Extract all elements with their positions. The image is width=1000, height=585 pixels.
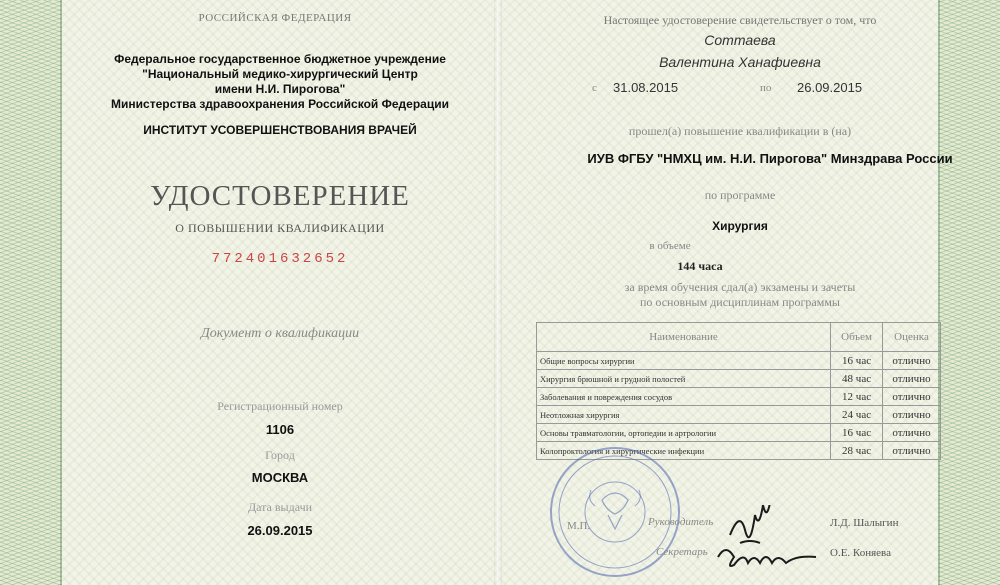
table-row (537, 352, 941, 370)
to-date: 26.09.2015 (797, 80, 863, 95)
course-grade: отлично (883, 352, 941, 370)
volume-value: 144 часа (677, 259, 723, 273)
course-name: Общие вопросы хирургии (537, 352, 831, 370)
course-hours: 24 час (831, 406, 883, 424)
course-hours: 16 час (831, 352, 883, 370)
institute-name: ИНСТИТУТ УСОВЕРШЕНСТВОВАНИЯ ВРАЧЕЙ (143, 123, 417, 137)
registration-number: 1106 (265, 422, 295, 437)
column-header-grade: Оценка (883, 323, 941, 352)
document-title: УДОСТОВЕРЕНИЕ (150, 180, 410, 212)
org-line: Федеральное государственное бюджетное учреждение (114, 52, 446, 66)
issue-date-label: Дата выдачи (247, 500, 313, 514)
document-type: Документ о квалификации (200, 326, 360, 341)
secretary-label: Секретарь (656, 546, 708, 558)
organization-name (70, 52, 490, 112)
volume-label: в объеме (649, 240, 691, 252)
holder-name: Валентина Ханафиевна (659, 54, 821, 70)
city-label: Город (265, 448, 295, 462)
official-seal-stamp (540, 440, 690, 580)
course-name: Хирургия брюшной и грудной полостей (537, 370, 831, 388)
certifies-text: Настоящее удостоверение свидетельствует о том, что (603, 13, 877, 27)
course-grade: отлично (883, 442, 941, 460)
left-guilloche-border (0, 0, 62, 585)
table-header-row (537, 323, 941, 352)
course-grade: отлично (883, 370, 941, 388)
from-date: 31.08.2015 (613, 80, 679, 95)
program-label: по программе (704, 188, 776, 202)
course-hours: 12 час (831, 388, 883, 406)
course-hours: 28 час (831, 442, 883, 460)
exams-text (560, 280, 920, 310)
secretary-name: О.Е. Коняева (830, 547, 891, 559)
document-number: 772401632652 (211, 251, 349, 267)
registration-label: Регистрационный номер (217, 399, 343, 413)
course-grade: отлично (883, 424, 941, 442)
exams-line: по основным дисциплинам программы (639, 295, 840, 309)
course-name: Основы травматологии, ортопедии и артрологии (537, 424, 831, 442)
course-name: Колопроктология и хирургические инфекции (537, 442, 831, 460)
table-row (537, 424, 941, 442)
course-name: Заболевания и повреждения сосудов (537, 388, 831, 406)
course-name: Неотложная хирургия (537, 406, 831, 424)
to-label: по (760, 82, 772, 94)
issue-date-value: 26.09.2015 (247, 523, 313, 538)
course-grade: отлично (883, 406, 941, 424)
passed-text: прошел(а) повышение квалификации в (на) (628, 124, 852, 138)
secretary-signature (710, 535, 830, 575)
from-label: с (592, 82, 597, 94)
org-line: Министерства здравоохранения Российской Федерации (111, 97, 449, 111)
table-row (537, 406, 941, 424)
right-guilloche-border (938, 0, 1000, 585)
city-value: МОСКВА (251, 470, 309, 485)
column-header-name: Наименование (537, 323, 831, 352)
course-grade: отлично (883, 388, 941, 406)
country-header: РОССИЙСКАЯ ФЕДЕРАЦИЯ (198, 12, 352, 24)
center-fold (494, 0, 502, 585)
course-hours: 16 час (831, 424, 883, 442)
seal-place-label: М.П. (567, 520, 591, 532)
program-value: Хирургия (712, 219, 768, 233)
course-hours: 48 час (831, 370, 883, 388)
training-institution: ИУВ ФГБУ "НМХЦ им. Н.И. Пирогова" Минздрава России (587, 151, 953, 166)
org-line: "Национальный медико-хирургический Центр (142, 67, 418, 81)
head-label: Руководитель (648, 516, 714, 528)
table-row (537, 370, 941, 388)
exams-line: за время обучения сдал(а) экзамены и зачеты (624, 280, 856, 294)
holder-surname: Соттаева (704, 32, 776, 48)
table-row (537, 388, 941, 406)
document-subtitle: О ПОВЫШЕНИИ КВАЛИФИКАЦИИ (175, 221, 385, 235)
head-name: Л.Д. Шалыгин (830, 517, 899, 529)
column-header-hours: Объем (831, 323, 883, 352)
org-line: имени Н.И. Пирогова" (214, 82, 346, 96)
